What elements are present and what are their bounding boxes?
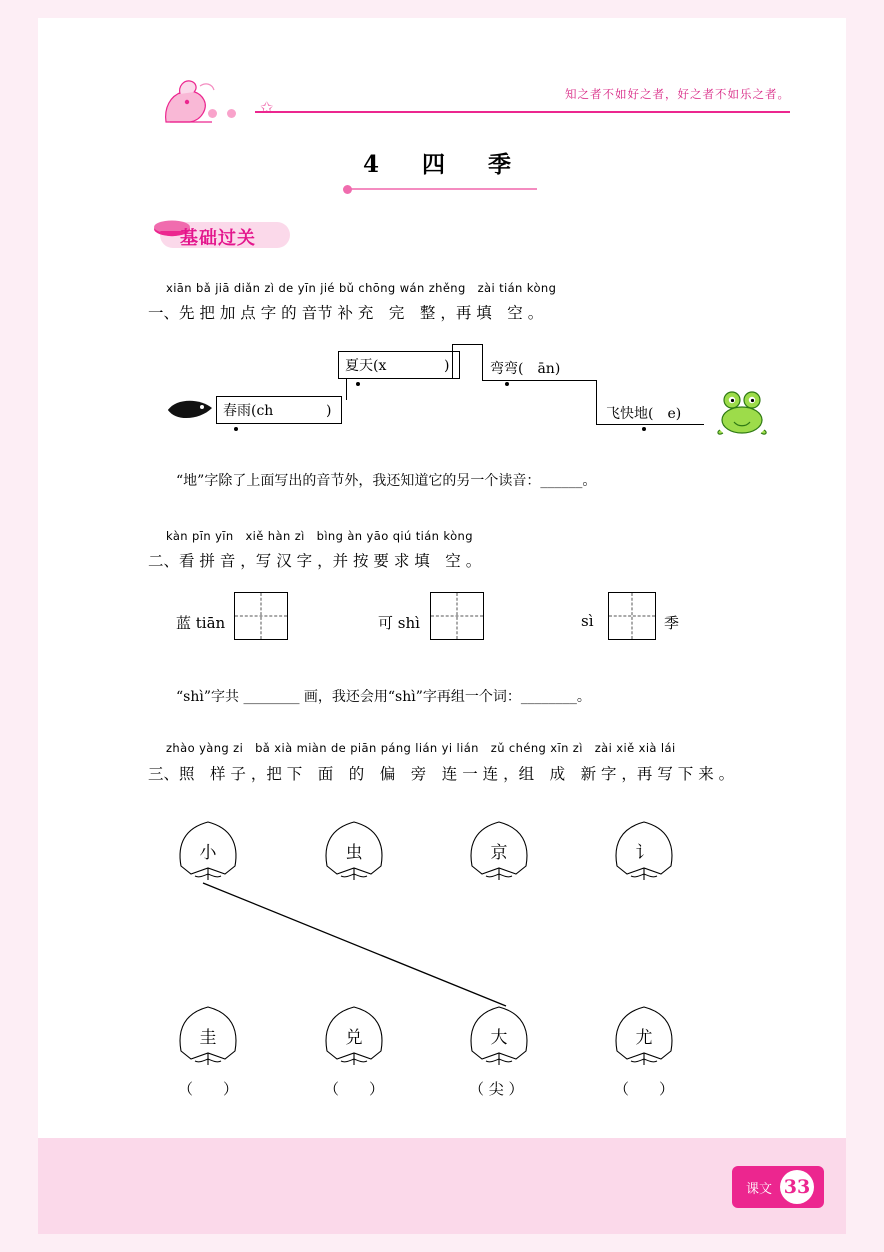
page-number: 33: [780, 1170, 814, 1204]
leaf-top-3-char: 京: [490, 843, 508, 863]
q2-suffix-3: 季: [664, 614, 680, 632]
page-header: [100, 78, 790, 128]
leaf-top-2-char: 虫: [345, 843, 363, 863]
frog-decoration-icon: [714, 386, 770, 441]
q1-blank-fei-kuai-de[interactable]: 飞快地( e): [606, 406, 682, 422]
q2-write-box-1[interactable]: [234, 592, 288, 640]
leaf-bottom-1[interactable]: [173, 1003, 243, 1069]
header-motto: 知之者不如好之者，好之者不如乐之者。: [565, 87, 790, 101]
title-underline: [347, 188, 537, 190]
worksheet-page: [38, 18, 846, 1234]
leaf-bottom-4[interactable]: [609, 1003, 679, 1069]
q2-label-1: 蓝 tiān: [176, 614, 226, 632]
leaf-bottom-4-char: 尤: [635, 1028, 653, 1048]
q3-answer-1[interactable]: （ ）: [178, 1080, 239, 1098]
leaf-bottom-3-char: 大: [490, 1028, 508, 1048]
footer-label: 课文: [745, 1181, 772, 1197]
q2-write-box-2[interactable]: [430, 592, 484, 640]
leaf-bottom-3[interactable]: [464, 1003, 534, 1069]
q2-label-2: 可 shì: [378, 614, 420, 632]
q2-note: “shì”字共 ________ 画，我还会用“shì”字再组一个词：________。: [176, 689, 591, 705]
q1-note: “地”字除了上面写出的音节外，我还知道它的另一个读音：______。: [176, 473, 597, 489]
q1-blank-chun-yu-tail: ): [326, 403, 332, 419]
q3-text: 三、照 样 子 ，把 下 面 的 偏 旁 连 一 连 ，组 成 新 字 ，再 写 下 来 。: [148, 765, 735, 783]
page-title: 4 四 季: [362, 151, 521, 178]
leaf-top-1-char: 小: [199, 843, 217, 863]
q3-answer-4[interactable]: （ ）: [614, 1080, 675, 1098]
q2-write-box-3[interactable]: [608, 592, 656, 640]
section-banner: [138, 218, 313, 252]
emphasis-dot: [234, 427, 238, 431]
title-block: [38, 146, 846, 179]
q2-pinyin: kàn pīn yīn xiě hàn zì bìng àn yāo qiú tián kòng: [166, 529, 473, 543]
q1-pinyin: xiān bǎ jiā diǎn zì de yīn jié bǔ chōng wán zhěng zài tián kòng: [166, 281, 557, 295]
emphasis-dot: [356, 382, 360, 386]
q3-answer-3[interactable]: （ 尖 ）: [469, 1080, 524, 1098]
q1-blank-chun-yu[interactable]: 春雨(ch: [216, 396, 342, 424]
leaf-bottom-1-char: 圭: [199, 1028, 217, 1048]
fish-decoration-icon: [166, 396, 218, 429]
footer-page-tab: [732, 1166, 824, 1208]
q3-pinyin: zhào yàng zi bǎ xià miàn de piān páng lián yi lián zǔ chéng xīn zì zài xiě xià lái: [166, 741, 676, 755]
star-icon: ✩: [260, 100, 274, 117]
leaf-bottom-2-char: 兑: [345, 1028, 363, 1048]
header-dots: [208, 105, 246, 123]
page-footer: [38, 1138, 846, 1234]
section-label: 基础过关: [180, 228, 256, 249]
q3-example-connector: [168, 863, 528, 1013]
q1-text: 一、先 把 加 点 字 的 音节 补 充 完 整 ，再 填 空 。: [148, 304, 544, 322]
header-rule: [255, 111, 790, 113]
leaf-bottom-2[interactable]: [319, 1003, 389, 1069]
leaf-top-4-char: 讠: [635, 843, 653, 863]
q2-label-3: sì: [581, 612, 594, 630]
q1-blank-wan-wan[interactable]: 弯弯( ān): [490, 361, 561, 377]
q1-blank-xia-tian[interactable]: 夏天(x: [338, 351, 460, 379]
emphasis-dot: [642, 427, 646, 431]
q2-text: 二、看 拼 音 ，写 汉 字 ，并 按 要 求 填 空 。: [148, 552, 482, 570]
emphasis-dot: [505, 382, 509, 386]
q1-blank-xia-tian-tail: ): [444, 358, 450, 374]
q3-answer-2[interactable]: （ ）: [324, 1080, 385, 1098]
leaf-top-4[interactable]: [609, 818, 679, 884]
